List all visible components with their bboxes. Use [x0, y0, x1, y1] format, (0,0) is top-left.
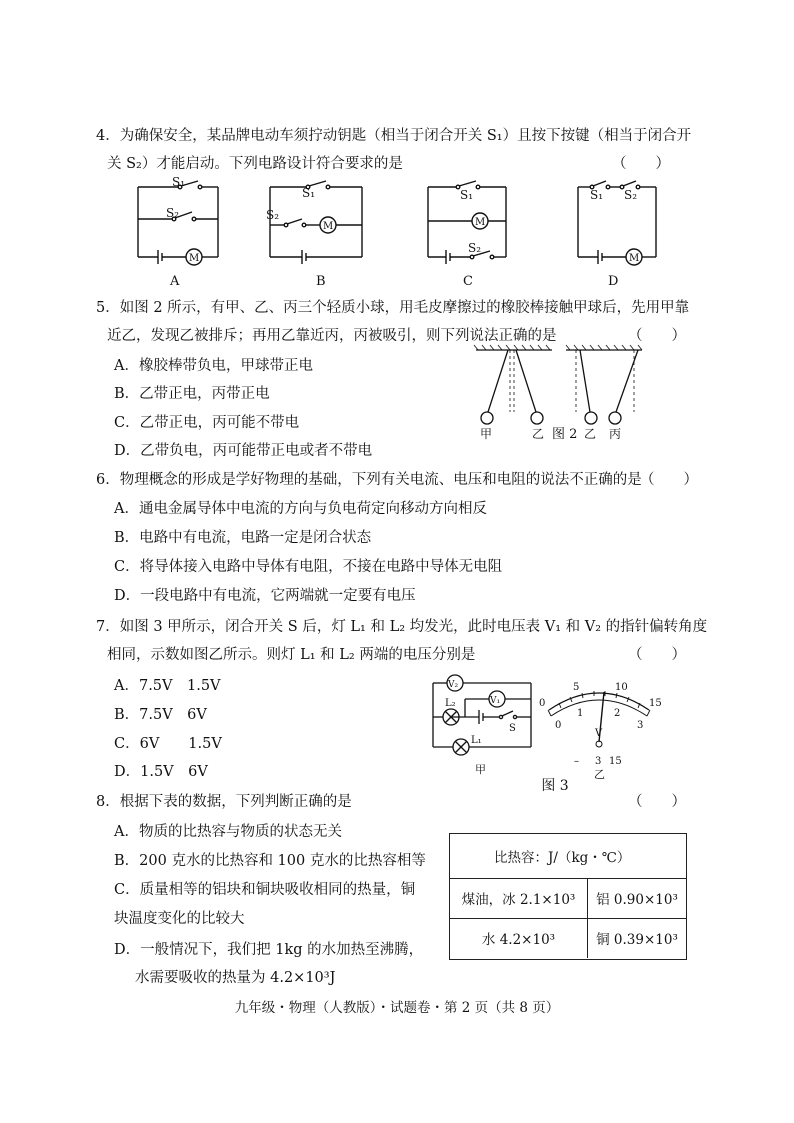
- figure-3a-circuit: [425, 673, 540, 783]
- page-footer: 九年级・物理（人教版）・试题卷・第 2 页（共 8 页）: [234, 1000, 560, 1016]
- table-cell-r2c1: 水 4.2×10³: [450, 918, 588, 958]
- switch-s-label: S: [509, 723, 516, 734]
- d-s2-label: S₂: [624, 188, 638, 202]
- q4-stem-line1: 4．为确保安全，某品牌电动车须拧动钥匙（相当于闭合开关 S₁）且按下按键（相当于闭合开: [96, 128, 692, 144]
- table-cell-r2c2: 铜 0.39×10³: [596, 932, 678, 948]
- q7-answer-bracket: （ ）: [628, 647, 686, 663]
- dial-inner-2: 2: [614, 708, 621, 719]
- c-s2-label: S₂: [468, 241, 482, 255]
- figure-3-caption: 图 3: [541, 778, 569, 794]
- q7-option-d: D．1.5V 6V: [114, 764, 208, 780]
- q7-option-c: C．6V 1.5V: [114, 736, 222, 752]
- terminal-3: 3: [595, 756, 602, 767]
- q5-stem-line2: 近乙，发现乙被排斥；再用乙靠近丙，丙被吸引，则下列说法正确的是: [107, 328, 557, 344]
- q4-circuit-diagrams: [120, 175, 670, 290]
- table-cell-r1c1: 煤油，冰 2.1×10³: [450, 878, 588, 918]
- q8-answer-bracket: （ ）: [628, 794, 686, 810]
- dial-inner-0: 0: [555, 720, 562, 731]
- q8-option-b: B．200 克水的比热容和 100 克水的比热容相等: [114, 853, 426, 869]
- q6-option-b: B．电路中有电流，电路一定是闭合状态: [114, 530, 372, 546]
- ball-yi-label: 乙: [532, 427, 545, 441]
- q8-option-d-line2: 水需要吸收的热量为 4.2×10³J: [135, 970, 336, 986]
- q6-stem: 6．物理概念的形成是学好物理的基础，下列有关电流、电压和电阻的说法不正确的是: [96, 472, 642, 488]
- q5-stem-line1: 5．如图 2 所示，有甲、乙、丙三个轻质小球，用毛皮摩擦过的橡胶棒接触甲球后，先用甲靠: [96, 300, 690, 316]
- q6-option-d: D．一段电路中有电流，它两端就一定要有电压: [114, 588, 416, 604]
- q5-option-d: D．乙带负电，丙可能带正电或者不带电: [114, 443, 373, 459]
- dial-outer-15: 15: [649, 698, 662, 709]
- dial-outer-10: 10: [615, 682, 628, 693]
- figure-2-charged-balls: [470, 344, 650, 444]
- figure-3a-label: 甲: [475, 763, 486, 776]
- circuit-d-label: D: [608, 274, 619, 289]
- v2-meter-label: V₂: [448, 680, 459, 690]
- circuit-b: [270, 181, 362, 264]
- q5-option-a: A．橡胶棒带负电，甲球带正电: [114, 358, 313, 374]
- ball-yi2-label: 乙: [584, 427, 597, 441]
- dial-outer-5: 5: [573, 682, 580, 693]
- circuit-c-label: C: [463, 274, 473, 289]
- q5-answer-bracket: （ ）: [628, 328, 686, 344]
- terminal-15: 15: [609, 756, 622, 767]
- dial-inner-1: 1: [577, 708, 584, 719]
- d-motor-label: M: [629, 253, 640, 264]
- q8-option-d-line1: D．一般情况下，我们把 1kg 的水加热至沸腾，: [114, 942, 424, 958]
- dial-inner-3: 3: [637, 720, 644, 731]
- circuit-a: [138, 181, 218, 265]
- q6-option-a: A．通电金属导体中电流的方向与负电荷定向移动方向相反: [114, 501, 487, 517]
- q7-stem-line2: 相同，示数如图乙所示。则灯 L₁ 和 L₂ 两端的电压分别是: [107, 647, 476, 663]
- q8-option-c-line2: 块温度变化的比较大: [114, 911, 245, 927]
- a-s2-label: S₂: [166, 206, 180, 220]
- q4-stem-line2: 关 S₂）才能启动。下列电路设计符合要求的是: [107, 156, 403, 172]
- q7-stem-line1: 7．如图 3 甲所示，闭合开关 S 后，灯 L₁ 和 L₂ 均发光，此时电压表 V₁ 和 V₂ 的指针偏转角度: [96, 619, 708, 635]
- b-motor-label: M: [323, 221, 334, 232]
- b-s2-label: S₂: [266, 208, 280, 222]
- q8-option-c-line1: C．质量相等的铝块和铜块吸收相同的热量，铜: [114, 882, 416, 898]
- d-s1-label: S₁: [590, 188, 604, 202]
- ball-jia-label: 甲: [480, 427, 493, 441]
- c-s1-label: S₁: [460, 188, 474, 202]
- q7-option-a: A．7.5V 1.5V: [114, 678, 221, 694]
- l1-label: L₁: [471, 735, 482, 746]
- table-cell-r1c2: 铝 0.90×10³: [596, 892, 678, 908]
- q5-option-b: B．乙带正电，丙带正电: [114, 386, 270, 402]
- circuit-a-label: A: [170, 274, 180, 289]
- circuit-b-label: B: [316, 274, 326, 289]
- b-s1-label: S₁: [302, 186, 316, 200]
- specific-heat-table: [449, 833, 687, 960]
- q6-option-c: C．将导体接入电路中导体有电阻，不接在电路中导体无电阻: [114, 559, 503, 575]
- figure-2-caption: 图 2: [552, 427, 578, 442]
- terminal-negative: –: [574, 756, 579, 767]
- v1-meter-label: V₁: [490, 696, 501, 706]
- l2-label: L₂: [445, 698, 456, 709]
- ball-bing-label: 丙: [609, 427, 622, 441]
- figure-3b-label: 乙: [594, 768, 605, 781]
- dial-unit: V: [595, 728, 603, 739]
- q6-answer-bracket: （ ）: [640, 472, 698, 488]
- q5-option-c: C．乙带正电，丙可能不带电: [114, 415, 300, 431]
- a-motor-label: M: [189, 253, 200, 264]
- dial-outer-0: 0: [539, 698, 546, 709]
- c-motor-label: M: [475, 217, 486, 228]
- table-header: 比热容：J/（kg・℃）: [494, 850, 631, 866]
- a-s1-label: S₁: [172, 175, 186, 189]
- q4-answer-bracket: （ ）: [612, 156, 670, 172]
- q7-option-b: B．7.5V 6V: [114, 707, 207, 723]
- q8-stem: 8．根据下表的数据，下列判断正确的是: [96, 794, 352, 810]
- q8-option-a: A．物质的比热容与物质的状态无关: [114, 824, 342, 840]
